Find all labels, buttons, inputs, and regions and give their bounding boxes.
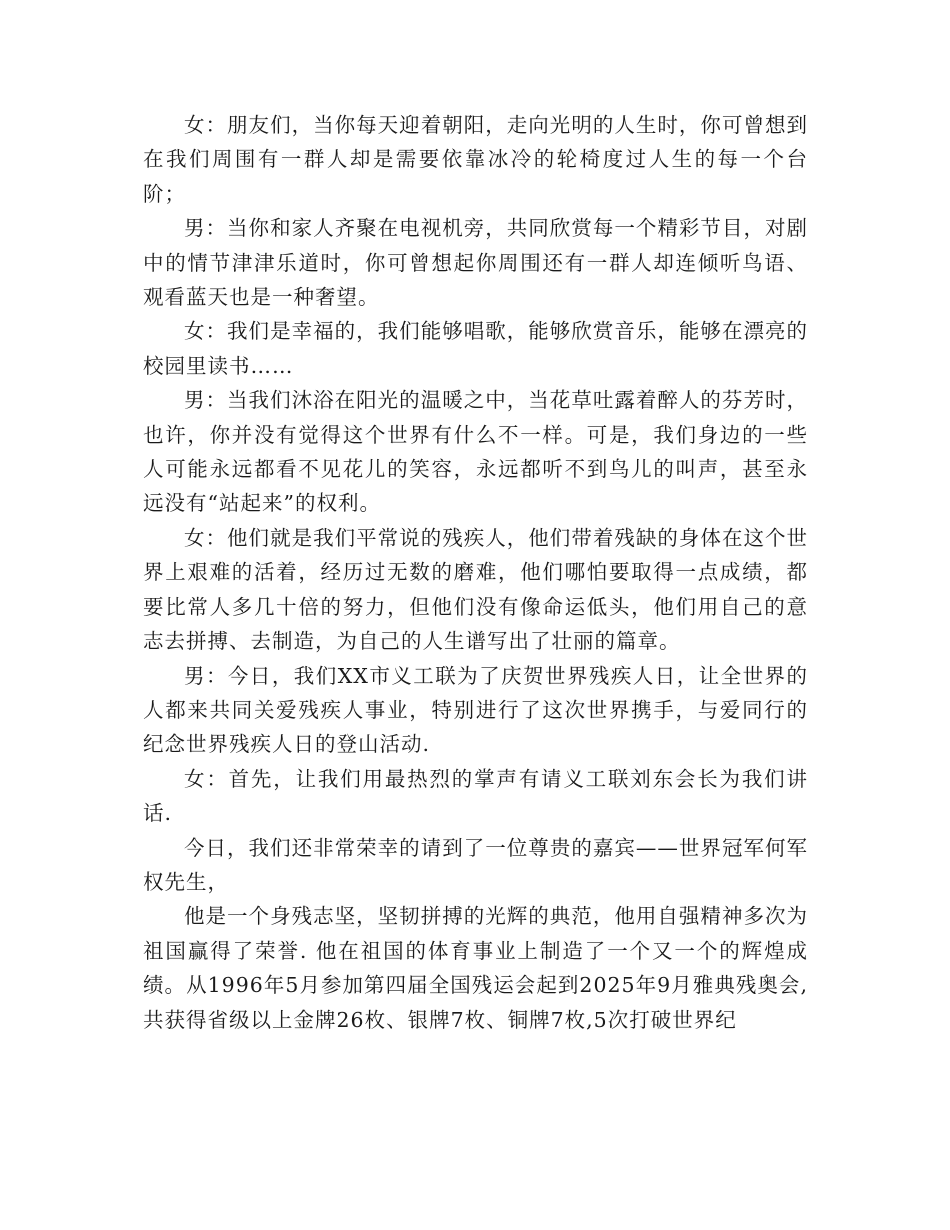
paragraph-2: 男：当你和家人齐聚在电视机旁，共同欣赏每一个精彩节目，对剧中的情节津津乐道时，你可曾想起你周围还有一群人却连倾听鸟语、观看蓝天也是一种奢望。 [143, 216, 808, 310]
paragraph-9: 他是一个身残志坚，坚韧拼搏的光辉的典范，他用自强精神多次为祖国赢得了荣誉. 他在祖国的体育事业上制造了一个又一个的辉煌成绩。从1996年5月参加第四届全国残运会起到2025年9月雅典残奥会,共获得省级以上金牌26枚、银牌7枚、铜牌7枚,5次打破世界纪 [143, 904, 808, 1032]
paragraph-6: 男：今日，我们XX市义工联为了庆贺世界残疾人日，让全世界的人都来共同关爱残疾人事业，特别进行了这次世界携手，与爱同行的纪念世界残疾人日的登山活动. [143, 663, 808, 757]
paragraph-4: 男：当我们沐浴在阳光的温暖之中，当花草吐露着醉人的芬芳时，也许，你并没有觉得这个世界有什么不一样。可是，我们身边的一些人可能永远都看不见花儿的笑容，永远都听不到鸟儿的叫声，甚至永远没有“站起来”的权利。 [143, 388, 808, 516]
paragraph-1: 女：朋友们，当你每天迎着朝阳，走向光明的人生时，你可曾想到在我们周围有一群人却是需要依靠冰冷的轮椅度过人生的每一个台阶； [143, 113, 808, 206]
paragraph-3: 女：我们是幸福的，我们能够唱歌，能够欣赏音乐，能够在漂亮的校园里读书…… [143, 319, 808, 378]
paragraph-5: 女：他们就是我们平常说的残疾人，他们带着残缺的身体在这个世界上艰难的活着，经历过无数的磨难，他们哪怕要取得一点成绩，都要比常人多几十倍的努力，但他们没有像命运低头，他们用自己的意志去拼搏、去制造，为自己的人生谱写出了壮丽的篇章。 [143, 525, 808, 654]
paragraph-7: 女：首先，让我们用最热烈的掌声有请义工联刘东会长为我们讲话. [143, 766, 808, 826]
document-body [143, 108, 808, 1037]
paragraph-8: 今日，我们还非常荣幸的请到了一位尊贵的嘉宾——世界冠军何军权先生， [143, 835, 808, 894]
